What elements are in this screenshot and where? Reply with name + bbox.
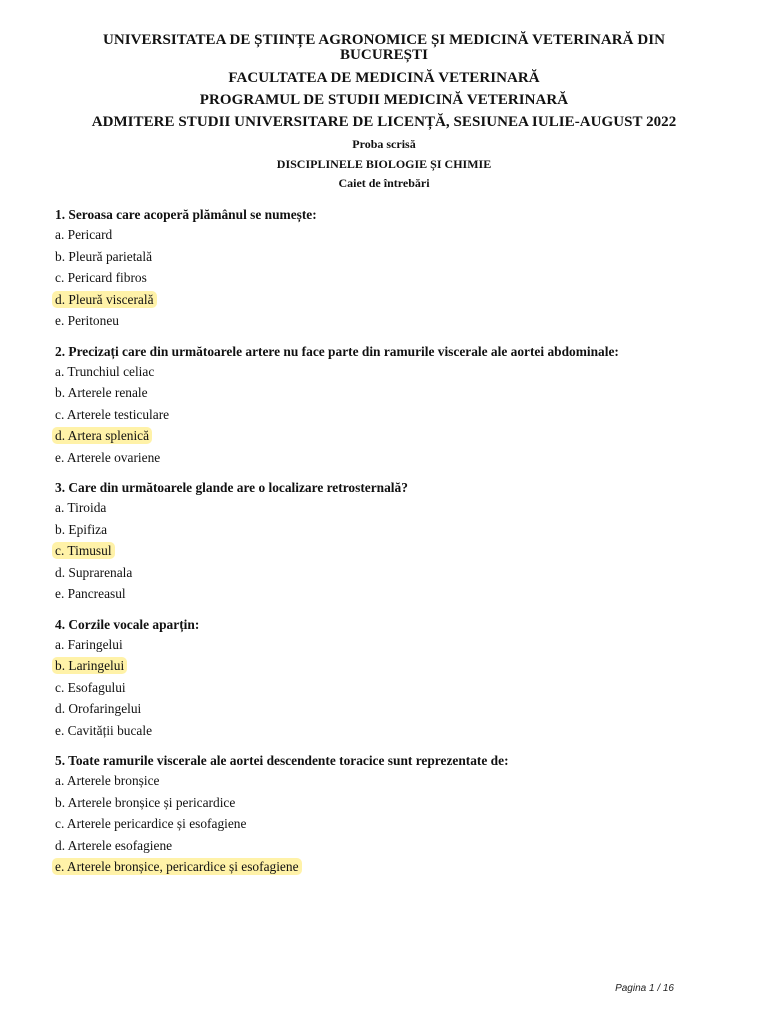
question-title: 4. Corzile vocale aparțin: xyxy=(55,616,200,632)
question-5 xyxy=(55,752,735,878)
faculty-name: FACULTATEA DE MEDICINĂ VETERINARĂ xyxy=(228,70,540,86)
question-2 xyxy=(55,343,735,469)
answer-option xyxy=(55,720,735,742)
answer-option xyxy=(55,583,735,605)
answer-option-text: d. Orofaringelui xyxy=(55,701,142,716)
answer-option xyxy=(55,361,735,383)
answer-option-text: c. Pericard fibros xyxy=(55,270,147,285)
answer-option-text: b. Epifiza xyxy=(55,521,108,537)
answer-option xyxy=(55,813,735,835)
answer-option xyxy=(55,404,735,426)
answer-option xyxy=(55,246,735,268)
answer-option-text: e. Arterele bronșice, pericardice și esofagiene xyxy=(52,858,302,875)
question-title: 2. Precizați care din următoarele artere nu face parte din ramurile viscerale ale aortei abdominale: xyxy=(55,343,619,359)
answer-option xyxy=(55,382,735,404)
question-title: 5. Toate ramurile viscerale ale aortei descendente toracice sunt reprezentate de: xyxy=(55,753,509,768)
answer-option xyxy=(55,634,735,656)
answer-option-text: a. Arterele bronșice xyxy=(55,773,160,788)
question-1 xyxy=(55,206,735,332)
answer-option xyxy=(55,677,735,699)
answer-option-text: a. Trunchiul celiac xyxy=(55,363,155,379)
answer-option-text: e. Cavității bucale xyxy=(55,722,153,738)
university-name-line2: BUCUREȘTI xyxy=(340,47,428,63)
answer-option-text: c. Arterele pericardice și esofagiene xyxy=(55,816,247,831)
answer-option xyxy=(55,519,735,541)
answer-option xyxy=(55,310,735,332)
answer-option-text: c. Arterele testiculare xyxy=(55,406,170,422)
question-title: 1. Seroasa care acoperă plămânul se numește: xyxy=(55,207,317,222)
program-name: PROGRAMUL DE STUDII MEDICINĂ VETERINARĂ xyxy=(199,92,569,108)
answer-option-text: d. Artera splenică xyxy=(52,427,152,444)
answer-option xyxy=(55,224,735,246)
answer-option-text: a. Tiroida xyxy=(55,500,107,515)
page-number: Pagina 1 / 16 xyxy=(615,983,674,994)
answer-option xyxy=(55,792,735,814)
answer-option xyxy=(55,267,735,289)
answer-option-text: c. Timusul xyxy=(52,542,115,559)
answer-option-highlighted xyxy=(55,289,735,311)
document-header xyxy=(40,33,728,190)
answer-option xyxy=(55,698,735,720)
answer-option xyxy=(55,770,735,792)
question-3 xyxy=(55,479,735,605)
answer-option-text: b. Arterele bronșice și pericardice xyxy=(55,794,236,810)
admission-session: ADMITERE STUDII UNIVERSITARE DE LICENȚĂ, SESIUNEA IULIE-AUGUST 2022 xyxy=(91,114,677,130)
question-title: 3. Care din următoarele glande are o localizare retrosternală? xyxy=(55,480,408,495)
answer-option-text: d. Suprarenala xyxy=(55,564,133,580)
answer-option-text: b. Pleură parietală xyxy=(55,248,153,264)
answer-option xyxy=(55,497,735,519)
answer-option-highlighted xyxy=(55,655,735,677)
answer-option-text: e. Arterele ovariene xyxy=(55,449,161,465)
answer-option-highlighted xyxy=(55,856,735,878)
question-list xyxy=(55,206,735,889)
university-name-line1: UNIVERSITATEA DE ȘTIINȚE AGRONOMICE ȘI MEDICINĂ VETERINARĂ DIN xyxy=(103,32,665,48)
exam-type: Proba scrisă xyxy=(352,137,416,151)
booklet-title: Caiet de întrebări xyxy=(338,176,430,190)
answer-option-text: d. Pleură viscerală xyxy=(52,291,157,308)
answer-option xyxy=(55,562,735,584)
answer-option-text: e. Peritoneu xyxy=(55,313,119,328)
question-4 xyxy=(55,616,735,742)
answer-option-highlighted xyxy=(55,425,735,447)
disciplines: DISCIPLINELE BIOLOGIE ȘI CHIMIE xyxy=(276,157,492,171)
answer-option-text: c. Esofagului xyxy=(55,679,126,695)
answer-option-highlighted xyxy=(55,540,735,562)
answer-option-text: d. Arterele esofagiene xyxy=(55,837,173,853)
answer-option xyxy=(55,835,735,857)
answer-option-text: a. Faringelui xyxy=(55,636,123,652)
answer-option xyxy=(55,447,735,469)
answer-option-text: a. Pericard xyxy=(55,227,113,242)
answer-option-text: b. Arterele renale xyxy=(55,385,148,400)
answer-option-text: e. Pancreasul xyxy=(55,586,126,601)
answer-option-text: b. Laringelui xyxy=(52,657,127,674)
